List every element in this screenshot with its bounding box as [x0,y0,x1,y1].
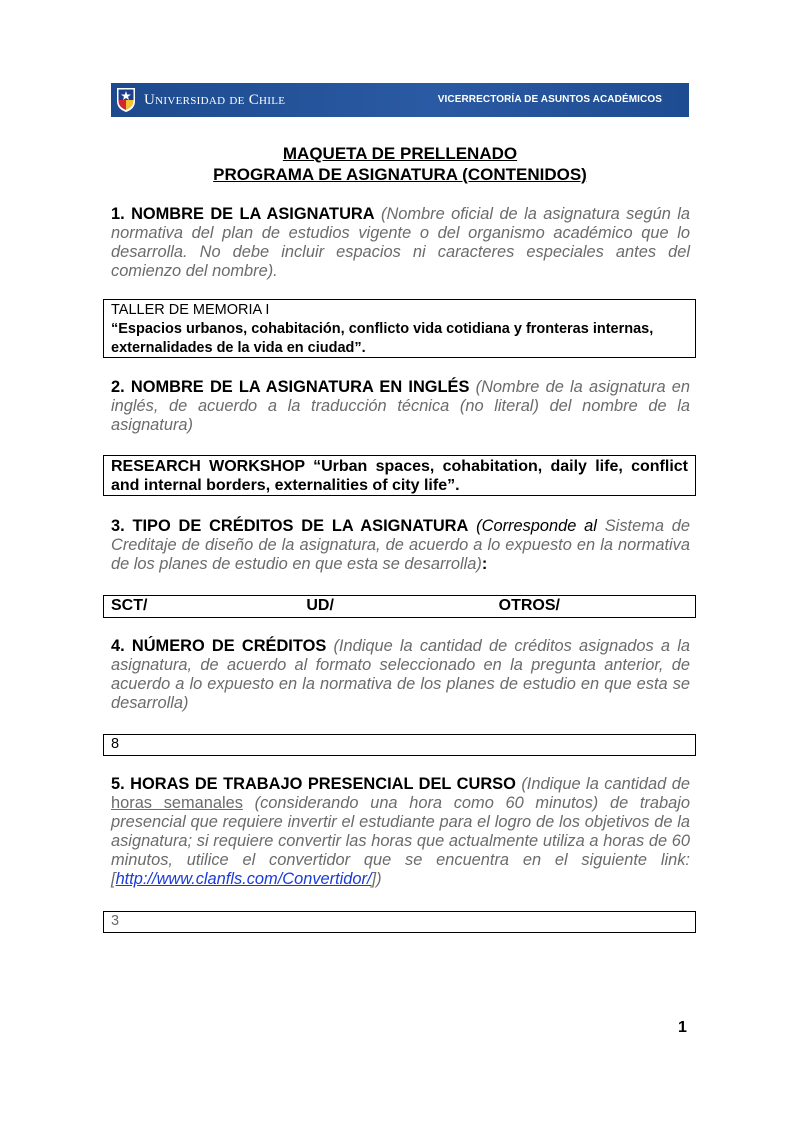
document-title-line2: PROGRAMA DE ASIGNATURA (CONTENIDOS) [213,165,587,184]
section-5-note-b: (considerando una hora como 60 minutos) de trabajo presencial que requiere invertir el estudiante para el logro de los objetivos de la asignatura; si requiere convertir las horas que actualmente utiliza a horas de 60 minutos, utilice el convertidor que se encuentra en el siguiente link: [ [111,794,690,888]
section-3-prompt [111,517,690,574]
page-number: 1 [678,1019,687,1036]
section-5-answer-box [103,911,696,933]
section-5-answer: 3 [111,913,120,929]
section-3-colon: : [481,555,488,573]
section-1-answer-line2: “Espacios urbanos, cohabitación, conflicto vida cotidiana y fronteras internas, externalidades de la vida en ciudad”. [111,321,654,356]
section-1-note: (Nombre oficial de la asignatura según la normativa del plan de estudios vigente o del organismo académico que lo desarrolla. No debe incluir espacios ni caracteres especiales antes del comienzo del nombre). [111,205,690,280]
section-1-prompt [111,205,690,281]
section-4-note: (Indique la cantidad de créditos asignados a la asignatura, de acuerdo al formato seleccionado en la pregunta anterior, de acuerdo a lo expuesto en la normativa de los planes de estudio en que esta se desarrolla) [111,637,690,712]
section-2-answer-box [103,455,696,496]
section-5-heading: 5. HORAS DE TRABAJO PRESENCIAL DEL CURSO [111,775,516,793]
credit-option-otros: OTROS/ [498,597,560,614]
section-1-answer-line1: TALLER DE MEMORIA I [111,302,270,318]
credit-option-ud: UD/ [306,597,334,614]
section-5-note-c: ]) [371,870,382,888]
header-banner [111,83,689,117]
section-4-prompt [111,637,690,713]
section-4-heading: 4. NÚMERO DE CRÉDITOS [111,637,327,655]
office-name: VICERRECTORÍA DE ASUNTOS ACADÉMICOS [437,94,662,105]
section-2-note: (Nombre de la asignatura en inglés, de acuerdo a la traducción técnica (no literal) del nombre de la asignatura) [111,378,690,434]
section-5-note-underlined: horas semanales [111,794,243,812]
section-1-heading: 1. NOMBRE DE LA ASIGNATURA [111,205,375,223]
section-3-heading: 3. TIPO DE CRÉDITOS DE LA ASIGNATURA [111,517,469,535]
section-2-prompt [111,378,690,435]
document-title-line1: MAQUETA DE PRELLENADO [282,144,518,163]
university-shield-icon [116,87,136,113]
section-4-answer: 8 [111,736,120,752]
section-5-note-a: (Indique la cantidad de [515,775,691,793]
university-name: Universidad de Chile [144,91,286,108]
section-2-answer: RESEARCH WORKSHOP “Urban spaces, cohabitation, daily life, conflict and internal borders, externalities of city life”. [111,458,688,494]
section-1-answer-box [103,299,696,358]
section-3-note-a: (Corresponde al [468,517,605,535]
section-3-answer-box [103,595,696,618]
section-4-answer-box [103,734,696,756]
section-2-heading: 2. NOMBRE DE LA ASIGNATURA EN INGLÉS [111,378,470,396]
section-3-note-b: Sistema de Creditaje de diseño de la asignatura, de acuerdo a lo expuesto en la normativa de los planes de estudio en que esta se desarrolla) [111,517,690,573]
credit-type-options [111,596,688,615]
converter-link[interactable]: http://www.clanfls.com/Convertidor/ [115,870,372,888]
credit-option-sct: SCT/ [111,597,148,614]
section-5-prompt [111,775,690,889]
